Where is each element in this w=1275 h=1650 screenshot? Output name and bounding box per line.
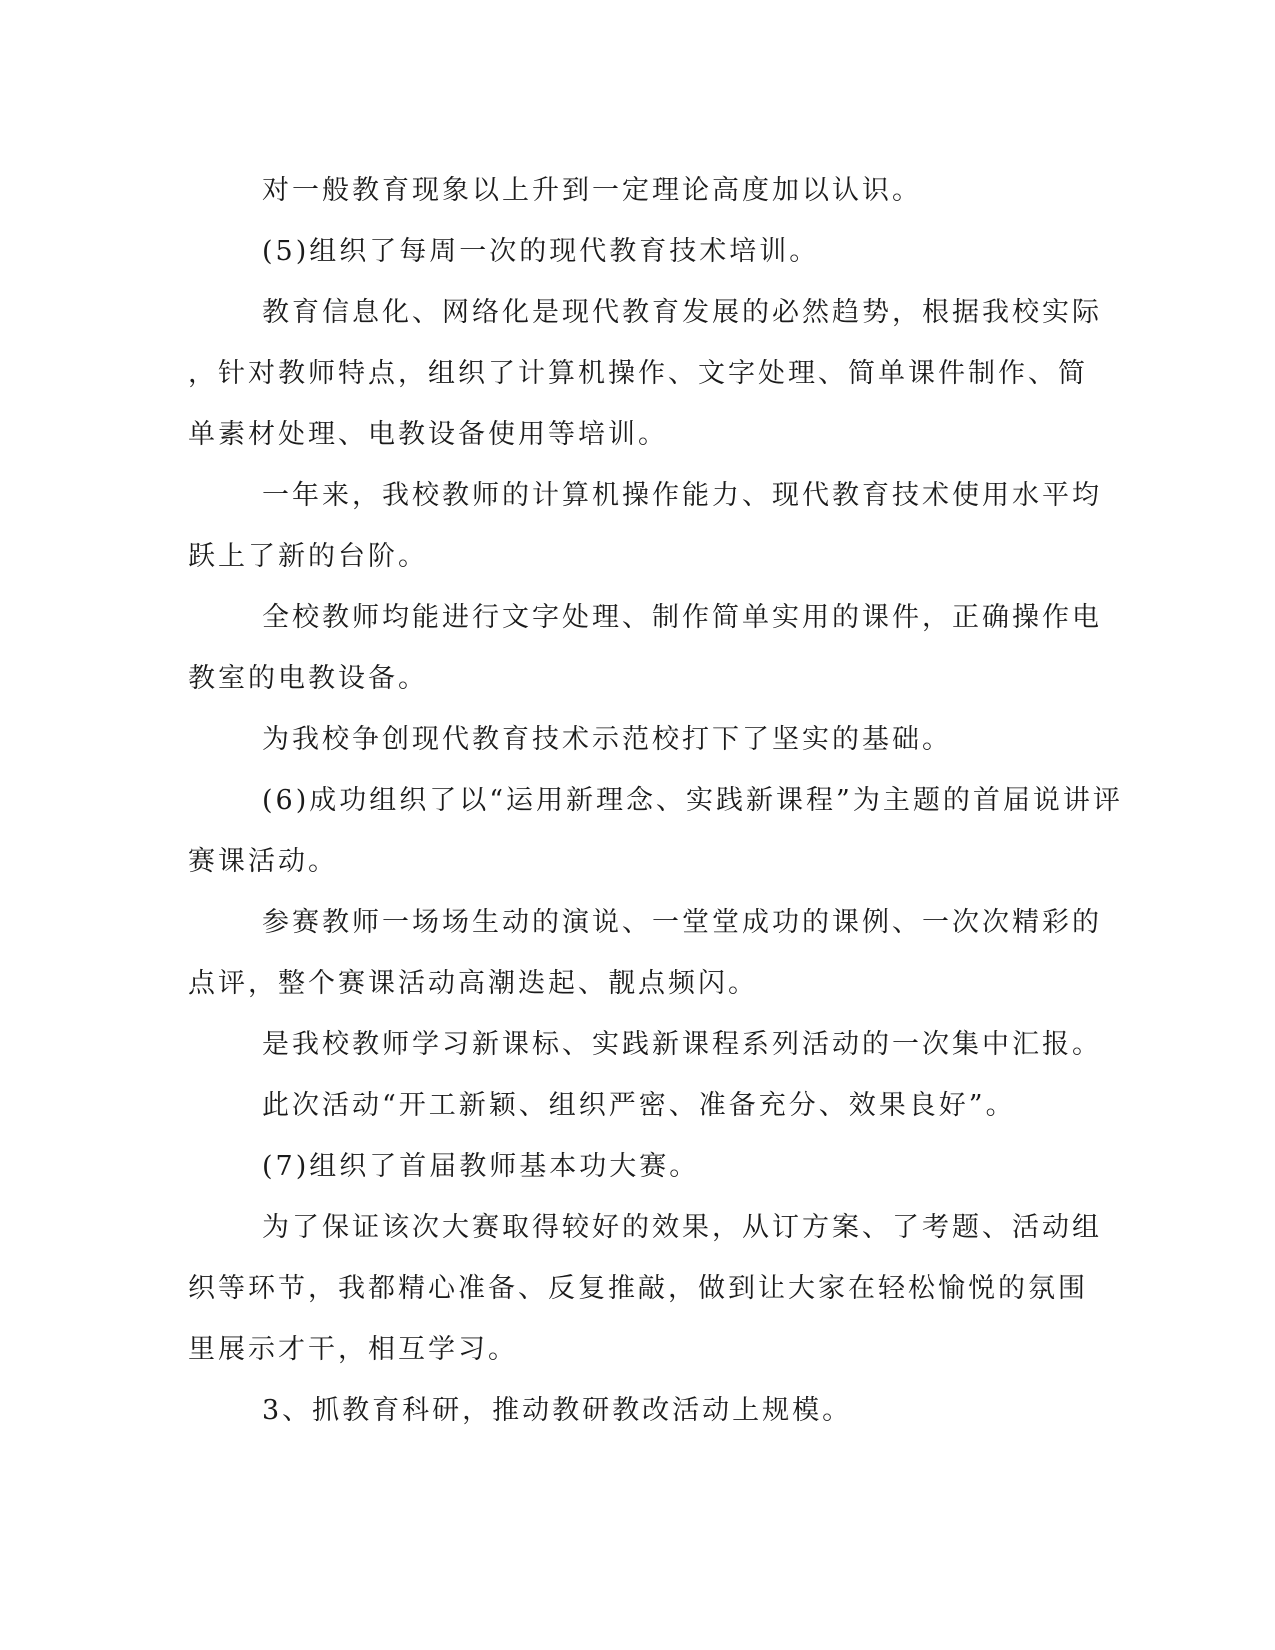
text-line: 跃上了新的台阶。 [188, 541, 428, 572]
paragraph [188, 465, 1102, 587]
document-body [188, 160, 1123, 1441]
text-line: 为了保证该次大赛取得较好的效果，从订方案、了考题、活动组 [262, 1212, 1102, 1243]
text-line: (6)成功组织了以“运用新理念、实践新课程”为主题的首届说讲评 [262, 785, 1123, 816]
text-line: 织等环节，我都精心准备、反复推敲，做到让大家在轻松愉悦的氛围 [188, 1273, 1088, 1304]
text-line: 全校教师均能进行文字处理、制作简单实用的课件，正确操作电 [262, 602, 1102, 633]
text-line: 此次活动“开工新颖、组织严密、准备充分、效果良好”。 [262, 1090, 1016, 1121]
text-line: 是我校教师学习新课标、实践新课程系列活动的一次集中汇报。 [262, 1029, 1102, 1060]
text-line: 一年来，我校教师的计算机操作能力、现代教育技术使用水平均 [262, 480, 1102, 511]
text-line: (7)组织了首届教师基本功大赛。 [262, 1151, 700, 1182]
text-line: ，针对教师特点，组织了计算机操作、文字处理、简单课件制作、简 [188, 358, 1088, 389]
paragraph [188, 1197, 1102, 1380]
text-line: (5)组织了每周一次的现代教育技术培训。 [262, 236, 820, 267]
text-line: 3、抓教育科研，推动教研教改活动上规模。 [262, 1395, 853, 1426]
text-line: 教室的电教设备。 [188, 663, 428, 694]
paragraph [188, 709, 1068, 770]
paragraph [188, 770, 1123, 892]
text-line: 为我校争创现代教育技术示范校打下了坚实的基础。 [262, 724, 952, 755]
paragraph [188, 892, 1102, 1014]
text-line: 参赛教师一场场生动的演说、一堂堂成功的课例、一次次精彩的 [262, 907, 1102, 938]
text-line: 单素材处理、电教设备使用等培训。 [188, 419, 668, 450]
paragraph [188, 160, 1068, 221]
paragraph [188, 1014, 1102, 1075]
text-line: 对一般教育现象以上升到一定理论高度加以认识。 [262, 175, 922, 206]
paragraph [188, 1075, 1068, 1136]
text-line: 里展示才干，相互学习。 [188, 1334, 518, 1365]
text-line: 教育信息化、网络化是现代教育发展的必然趋势，根据我校实际 [262, 297, 1102, 328]
text-line: 点评，整个赛课活动高潮迭起、靓点频闪。 [188, 968, 758, 999]
paragraph [188, 221, 1068, 282]
paragraph [188, 282, 1102, 465]
text-line: 赛课活动。 [188, 846, 338, 877]
paragraph [188, 587, 1102, 709]
paragraph [188, 1136, 1068, 1197]
paragraph [188, 1380, 1068, 1441]
